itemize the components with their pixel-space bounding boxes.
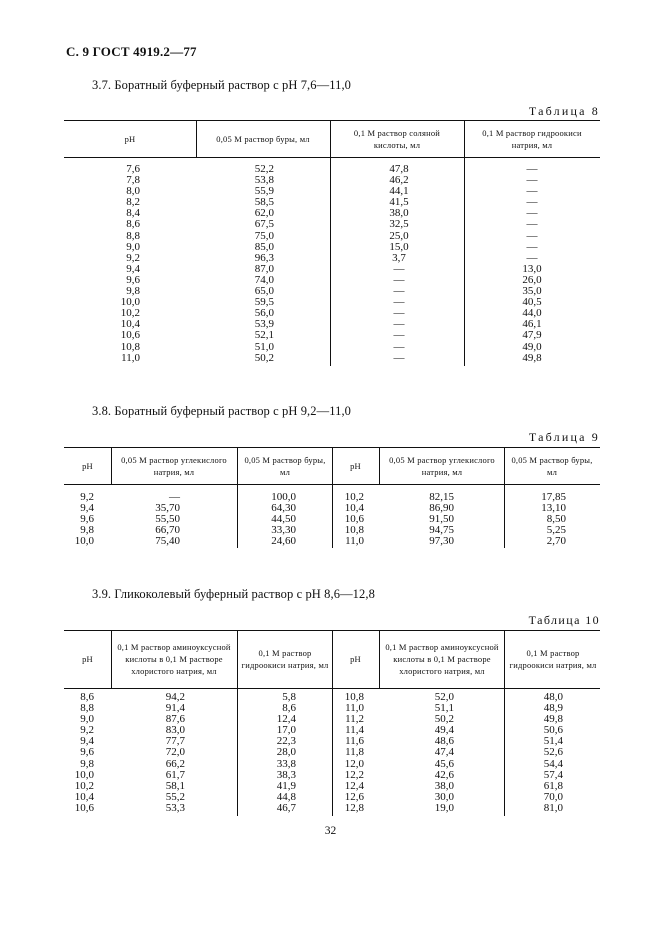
table-cell: 75,0 (254, 229, 274, 242)
table-cell: 70,0 (543, 790, 563, 803)
table-9-col-na2co3-1 (140, 492, 180, 547)
table-cell: — (169, 491, 180, 503)
table-cell: 11,4 (345, 724, 364, 737)
table-cell: 50,2 (434, 713, 454, 726)
table-cell: 10,6 (344, 513, 364, 526)
table-cell: — (526, 196, 538, 209)
table-cell: 51,1 (434, 702, 454, 715)
table-cell: 11,0 (345, 535, 364, 548)
table-cell: 38,0 (434, 779, 454, 792)
table-cell: — (393, 273, 405, 286)
table-cell: 11,0 (121, 351, 140, 364)
table-8-col-borax (232, 164, 274, 364)
table-cell: — (393, 329, 405, 342)
table-cell: 10,2 (344, 491, 364, 503)
table-cell: 44,50 (271, 513, 296, 526)
table-cell: 46,2 (389, 174, 409, 187)
table-cell: 66,2 (165, 757, 185, 770)
table-cell: 52,1 (254, 329, 274, 342)
table-10-col-naoh-1 (256, 692, 296, 814)
table-cell: 48,9 (543, 702, 563, 715)
table-cell: 40,5 (522, 296, 542, 309)
table-cell: 5,25 (546, 524, 566, 537)
table-10-header-glycine-1: 0,1 М раствор аминоуксусной кислоты в 0,1 М растворе хлористого натрия, мл (117, 642, 231, 676)
table-8-header-naoh: 0,1 М раствор гидроокиси натрия, мл (482, 127, 582, 150)
table-cell: 12,2 (344, 768, 364, 781)
table-cell: 58,5 (254, 196, 274, 209)
table-cell: 8,6 (126, 218, 140, 231)
table-cell: 66,70 (155, 524, 180, 537)
table-cell: 10,0 (120, 296, 140, 309)
table-cell: 96,3 (254, 251, 274, 264)
table-cell: — (526, 251, 538, 264)
table-cell: 10,6 (74, 801, 94, 814)
table-9-header-ph-1: рН (82, 460, 93, 471)
table-cell: 9,2 (80, 491, 94, 503)
table-cell: 11,0 (345, 702, 364, 715)
table-cell: — (526, 174, 538, 187)
table-cell: 49,8 (522, 351, 542, 364)
table-cell: 75,40 (155, 535, 180, 548)
table-cell: 7,8 (126, 174, 140, 187)
table-cell: 61,7 (165, 768, 185, 781)
table-cell: 9,8 (80, 524, 94, 537)
table-cell: 65,0 (254, 285, 274, 298)
table-cell: 44,8 (276, 790, 296, 803)
table-8-header-ph: рН (124, 133, 136, 144)
table-10-col-ph-2 (330, 692, 364, 814)
table-8-col-hcl (384, 164, 414, 364)
table-8-header-hcl: 0,1 М раствор соляной кислоты, мл (353, 127, 441, 150)
table-cell: 61,8 (543, 779, 563, 792)
table-cell: 9,4 (80, 735, 94, 748)
table-cell: 55,50 (155, 513, 180, 526)
table-cell: 28,0 (276, 746, 296, 759)
table-cell: 9,4 (126, 262, 140, 275)
table-cell: 10,0 (74, 535, 94, 548)
table-cell: 44,1 (389, 185, 409, 198)
table-cell: 62,0 (254, 207, 274, 220)
table-cell: 49,8 (543, 713, 563, 726)
table-10-header-naoh-2: 0,1 М раствор гидроокиси натрия, мл (509, 648, 597, 670)
table-cell: 11,2 (345, 713, 364, 726)
table-cell: 91,4 (165, 702, 185, 715)
table-cell: 9,6 (80, 513, 94, 526)
page-header: С. 9 ГОСТ 4919.2—77 (66, 44, 197, 59)
table-cell: — (526, 229, 538, 242)
table-cell: 52,2 (254, 163, 274, 175)
table-cell: 51,4 (543, 735, 563, 748)
table-cell: 12,0 (344, 757, 364, 770)
table-cell: 72,0 (165, 746, 185, 759)
table-cell: 12,4 (344, 779, 364, 792)
table-cell: 83,0 (165, 724, 185, 737)
table-cell: 50,6 (543, 724, 563, 737)
table-cell: 8,8 (126, 229, 140, 242)
table-cell: 35,70 (155, 502, 180, 515)
table-cell: 8,0 (126, 185, 140, 198)
table-cell: 8,8 (80, 702, 94, 715)
table-cell: 87,0 (254, 262, 274, 275)
table-cell: 38,0 (389, 207, 409, 220)
table-cell: 10,8 (120, 340, 140, 353)
table-cell: 55,2 (165, 790, 185, 803)
table-cell: 9,8 (80, 757, 94, 770)
table-cell: 55,9 (254, 185, 274, 198)
table-cell: 19,0 (434, 801, 454, 814)
table-cell: 10,4 (74, 790, 94, 803)
table-cell: 25,0 (389, 229, 409, 242)
table-cell: 13,0 (522, 262, 542, 275)
table-cell: 47,4 (434, 746, 454, 759)
page-number: 32 (324, 825, 337, 837)
table-10-header-ph-2: рН (350, 654, 361, 664)
table-cell: 41,5 (389, 196, 409, 209)
table-cell: 8,6 (80, 691, 94, 703)
table-10-col-ph-1 (58, 692, 94, 814)
table-cell: 74,0 (254, 273, 274, 286)
table-cell: 53,3 (165, 801, 185, 814)
table-cell: — (526, 163, 538, 175)
section-title-3-8: 3.8. Боратный буферный раствор с рН 9,2—11,0 (92, 404, 352, 418)
table-cell: 52,6 (543, 746, 563, 759)
table-cell: 26,0 (522, 273, 542, 286)
table-cell: 33,8 (276, 757, 296, 770)
table-10-header-naoh-1: 0,1 М раствор гидроокиси натрия, мл (241, 648, 329, 670)
table-cell: — (393, 318, 405, 331)
table-9-header-na2co3-1: 0,05 М раствор углекислого натрия, мл (121, 454, 227, 477)
table-cell: — (526, 240, 538, 253)
table-9-col-borax-2 (526, 492, 566, 547)
table-cell: 48,0 (543, 691, 563, 703)
table-cell: 94,2 (165, 691, 185, 703)
table-cell: — (393, 285, 405, 298)
table-cell: 9,2 (126, 251, 140, 264)
table-cell: 9,8 (126, 285, 140, 298)
table-cell: 8,2 (126, 196, 140, 209)
table-cell: 87,6 (165, 713, 185, 726)
table-cell: — (393, 307, 405, 320)
table-cell: 91,50 (429, 513, 454, 526)
table-cell: 58,1 (165, 779, 185, 792)
table-cell: 59,5 (254, 296, 274, 309)
table-cell: 10,4 (120, 318, 140, 331)
table-cell: 53,9 (254, 318, 274, 331)
table-cell: 97,30 (429, 535, 454, 548)
table-9-header-ph-2: рН (350, 460, 361, 471)
table-8-label: Таблица 8 (528, 104, 600, 118)
table-8-col-ph (100, 164, 140, 364)
table-cell: 12,4 (276, 713, 296, 726)
table-cell: 56,0 (254, 307, 274, 320)
table-9-label: Таблица 9 (528, 430, 600, 444)
table-cell: 86,90 (429, 502, 454, 515)
table-cell: 11,6 (345, 735, 364, 748)
table-cell: 85,0 (254, 240, 274, 253)
table-cell: 44,0 (522, 307, 542, 320)
table-cell: 9,2 (80, 724, 94, 737)
table-cell: 67,5 (254, 218, 274, 231)
table-cell: — (526, 218, 538, 231)
table-cell: 10,8 (344, 524, 364, 537)
table-cell: — (526, 185, 538, 198)
table-cell: 2,70 (546, 535, 566, 548)
table-9-header-borax-2: 0,05 М раствор буры, мл (511, 454, 593, 477)
table-cell: 41,9 (276, 779, 296, 792)
table-cell: 13,10 (541, 502, 566, 515)
table-cell: 5,8 (282, 691, 296, 703)
table-cell: — (526, 207, 538, 220)
section-title-3-9: 3.9. Гликоколевый буферный раствор с рН 8,6—12,8 (92, 587, 375, 601)
table-cell: 47,8 (389, 163, 409, 175)
table-cell: 22,3 (276, 735, 296, 748)
table-10-col-glycine-1 (145, 692, 185, 814)
table-cell: 81,0 (543, 801, 563, 814)
table-10-header-ph-1: рН (82, 654, 93, 664)
table-cell: 12,6 (344, 790, 364, 803)
table-cell: 17,0 (276, 724, 296, 737)
table-cell: 32,5 (389, 218, 409, 231)
table-cell: 10,2 (74, 779, 94, 792)
table-cell: 94,75 (429, 524, 454, 537)
table-cell: 9,0 (126, 240, 140, 253)
table-cell: 82,15 (429, 491, 454, 503)
table-8-header-borax: 0,05 М раствор буры, мл (216, 133, 310, 144)
table-cell: 10,0 (74, 768, 94, 781)
table-cell: — (393, 296, 405, 309)
table-cell: 3,7 (392, 251, 406, 264)
table-cell: 9,6 (80, 746, 94, 759)
table-cell: 9,4 (80, 502, 94, 515)
table-cell: 100,0 (271, 491, 296, 503)
table-9-col-ph-2 (330, 492, 364, 547)
table-10-col-glycine-2 (414, 692, 454, 814)
table-9-header-na2co3-2: 0,05 М раствор углекислого натрия, мл (389, 454, 495, 477)
table-9-col-na2co3-2 (414, 492, 454, 547)
table-cell: 49,4 (434, 724, 454, 737)
table-cell: 10,4 (344, 502, 364, 515)
table-cell: 11,8 (345, 746, 364, 759)
table-cell: 17,85 (541, 491, 566, 503)
table-cell: 48,6 (434, 735, 454, 748)
table-cell: 42,6 (434, 768, 454, 781)
table-cell: 15,0 (389, 240, 409, 253)
table-cell: 38,3 (276, 768, 296, 781)
table-cell: 7,6 (126, 163, 140, 175)
table-cell: 8,50 (546, 513, 566, 526)
table-cell: 10,2 (120, 307, 140, 320)
table-cell: 53,8 (254, 174, 274, 187)
table-8-col-naoh (517, 164, 547, 364)
table-cell: 57,4 (543, 768, 563, 781)
table-cell: 9,6 (126, 273, 140, 286)
table-cell: 51,0 (254, 340, 274, 353)
section-title-3-7: 3.7. Боратный буферный раствор с рН 7,6—11,0 (92, 78, 352, 92)
table-9-col-borax-1 (256, 492, 296, 547)
table-cell: 64,30 (271, 502, 296, 515)
table-cell: 10,8 (344, 691, 364, 703)
table-cell: 50,2 (254, 351, 274, 364)
table-cell: 10,6 (120, 329, 140, 342)
table-10-label: Таблица 10 (528, 613, 600, 627)
table-cell: 46,1 (522, 318, 542, 331)
table-cell: 54,4 (543, 757, 563, 770)
table-10-header-glycine-2: 0,1 М раствор аминоуксусной кислоты в 0,1 М растворе хлористого натрия, мл (385, 642, 499, 676)
table-cell: — (393, 340, 405, 353)
table-cell: — (393, 351, 405, 364)
table-cell: 45,6 (434, 757, 454, 770)
table-cell: 77,7 (165, 735, 185, 748)
table-cell: 8,4 (126, 207, 140, 220)
table-cell: 33,30 (271, 524, 296, 537)
table-cell: 52,0 (434, 691, 454, 703)
table-cell: 30,0 (434, 790, 454, 803)
table-cell: 35,0 (522, 285, 542, 298)
table-9-col-ph-1 (58, 492, 94, 547)
table-cell: 49,0 (522, 340, 542, 353)
table-cell: 9,0 (80, 713, 94, 726)
table-cell: 12,8 (344, 801, 364, 814)
table-cell: 47,9 (522, 329, 542, 342)
table-cell: 8,6 (282, 702, 296, 715)
table-cell: 46,7 (276, 801, 296, 814)
table-cell: 24,60 (271, 535, 296, 548)
table-cell: — (393, 262, 405, 275)
table-10-col-naoh-2 (523, 692, 563, 814)
table-9-header-borax-1: 0,05 М раствор буры, мл (244, 454, 326, 477)
